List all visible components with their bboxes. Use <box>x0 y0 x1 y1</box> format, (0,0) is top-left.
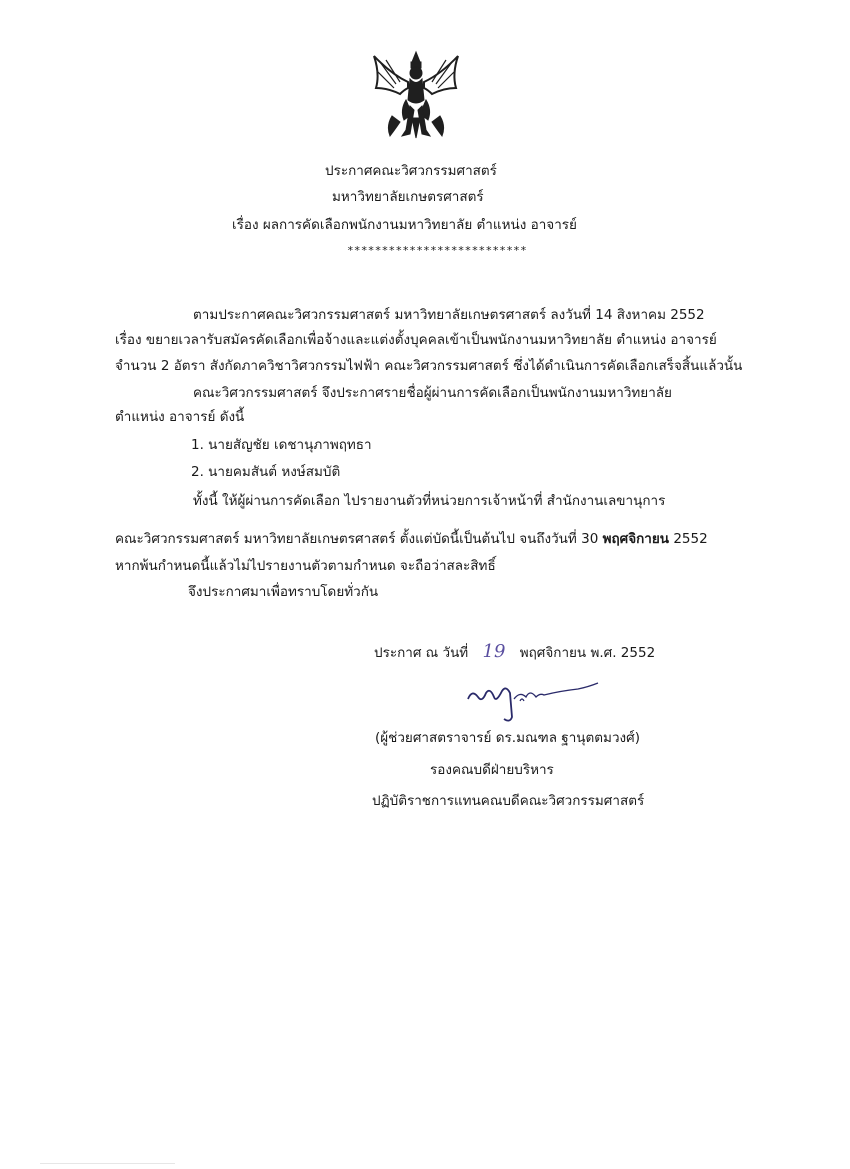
date-suffix: พฤศจิกายน พ.ศ. 2552 <box>519 645 656 661</box>
announcement-date <box>374 643 655 662</box>
date-day-handwritten: 19 <box>482 641 506 662</box>
date-prefix: ประกาศ ณ วันที่ <box>374 645 469 661</box>
deadline-year: 2552 <box>669 531 708 547</box>
signatory-name: (ผู้ช่วยศาสตราจารย์ ดร.มณฑล ฐานุตตมวงศ์) <box>375 730 640 746</box>
paragraph2-line1: คณะวิศวกรรมศาสตร์ จึงประกาศรายชื่อผู้ผ่านการคัดเลือกเป็นพนักงานมหาวิทยาลัย <box>193 385 672 401</box>
signatory-position: รองคณบดีฝ่ายบริหาร <box>430 762 554 778</box>
paragraph3-line3: หากพ้นกำหนดนี้แล้วไม่ไปรายงานตัวตามกำหนด จะถือว่าสละสิทธิ์ <box>115 558 496 574</box>
paragraph3-line1: ทั้งนี้ ให้ผู้ผ่านการคัดเลือก ไปรายงานตัวที่หน่วยการเจ้าหน้าที่ สำนักงานเลขานุการ <box>193 493 666 509</box>
paragraph1-line2: เรื่อง ขยายเวลารับสมัครคัดเลือกเพื่อจ้างและแต่งตั้งบุคคลเข้าเป็นพนักงานมหาวิทยาลัย ตำแหน่ง อาจารย์ <box>115 332 717 348</box>
paragraph3-line2-text: คณะวิศวกรรมศาสตร์ มหาวิทยาลัยเกษตรศาสตร์ ตั้งแต่บัดนี้เป็นต้นไป จนถึงวันที่ 30 <box>115 531 603 547</box>
closing-statement: จึงประกาศมาเพื่อทราบโดยทั่วกัน <box>188 584 379 600</box>
paragraph1-line3: จำนวน 2 อัตรา สังกัดภาควิชาวิศวกรรมไฟฟ้า คณะวิศวกรรมศาสตร์ ซึ่งได้ดำเนินการคัดเลือกเสร็จสิ้นแล้วนั้น <box>115 358 743 374</box>
signatory-acting-for: ปฏิบัติราชการแทนคณบดีคณะวิศวกรรมศาสตร์ <box>372 793 645 809</box>
heading-university: มหาวิทยาลัยเกษตรศาสตร์ <box>332 189 484 205</box>
selected-candidate-1: 1. นายสัญชัย เดชานุภาพฤทธา <box>191 437 372 453</box>
page-edge-line <box>40 1163 175 1164</box>
paragraph1-line1: ตามประกาศคณะวิศวกรรมศาสตร์ มหาวิทยาลัยเกษตรศาสตร์ ลงวันที่ 14 สิงหาคม 2552 <box>193 307 705 323</box>
signature <box>460 677 610 727</box>
deadline-month: พฤศจิกายน <box>602 531 670 547</box>
paragraph2-line2: ตำแหน่ง อาจารย์ ดังนี้ <box>115 409 245 425</box>
header-divider-stars: ************************** <box>347 244 527 257</box>
garuda-emblem <box>366 48 466 140</box>
heading-subject: เรื่อง ผลการคัดเลือกพนักงานมหาวิทยาลัย ตำแหน่ง อาจารย์ <box>232 217 577 233</box>
paragraph3-line2 <box>115 530 708 548</box>
selected-candidate-2: 2. นายคมสันต์ หงษ์สมบัติ <box>191 464 341 480</box>
heading-faculty: ประกาศคณะวิศวกรรมศาสตร์ <box>325 163 497 179</box>
